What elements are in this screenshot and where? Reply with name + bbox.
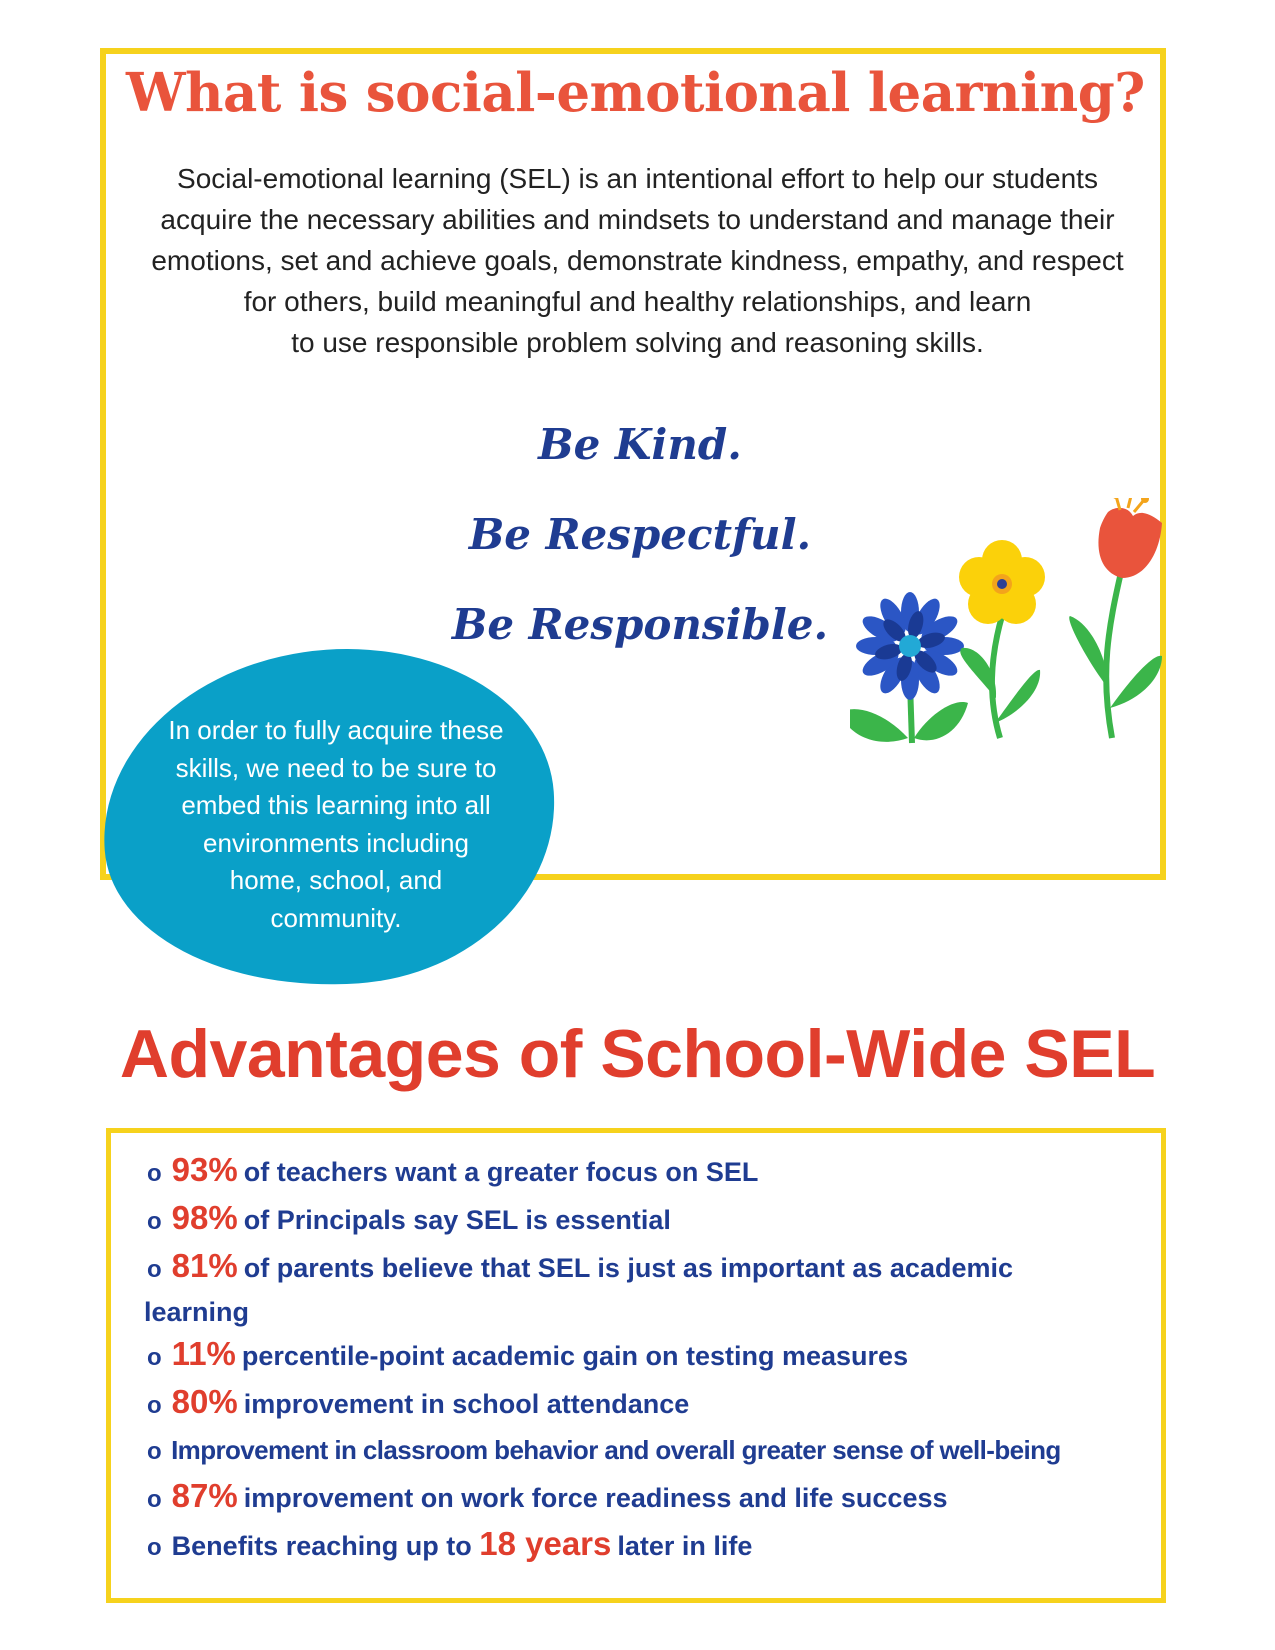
stat-value: 98% [171,1199,238,1236]
list-item [147,1428,1157,1474]
intro-line: emotions, set and achieve goals, demonstrate kindness, empathy, and respect [151,245,1124,276]
intro-paragraph [130,158,1145,363]
stat-text: of parents believe that SEL is just as important as academic [243,1253,1013,1283]
list-item [147,1522,1157,1570]
list-item [147,1380,1157,1428]
stat-value: 87% [171,1477,238,1514]
motto-be-responsible: Be Responsible. [451,600,829,649]
stat-text-prefix: Benefits reaching up to [171,1531,472,1561]
intro-line: for others, build meaningful and healthy relationships, and learn [243,286,1032,317]
stat-value: 11% [171,1335,236,1372]
intro-line: to use responsible problem solving and reasoning skills. [291,327,984,358]
bullet: o [147,1208,162,1235]
list-item [147,1332,1157,1380]
stat-value: 81% [171,1247,238,1284]
stat-text: improvement on work force readiness and life success [243,1483,948,1513]
stat-text-continued: learning [144,1297,250,1327]
stat-text: of teachers want a greater focus on SEL [243,1157,759,1187]
blue-flower-icon [850,592,968,743]
motto-be-respectful: Be Respectful. [468,510,812,559]
bullet: o [147,1486,162,1513]
stat-text: percentile-point academic gain on testing measures [241,1341,909,1371]
stat-value: 80% [171,1383,238,1420]
stat-value: 93% [171,1151,238,1188]
callout-line: home, school, and [229,865,443,895]
bullet: o [147,1534,162,1561]
yellow-flower-icon [959,540,1045,738]
callout-text [120,712,552,937]
callout-line: In order to fully acquire these [168,715,504,745]
motto-be-kind: Be Kind. [538,420,742,469]
red-tulip-icon [1069,498,1162,738]
stat-text: Improvement in classroom behavior and overall greater sense of well-being [171,1435,1061,1465]
bullet: o [147,1392,162,1419]
bullet: o [147,1438,162,1465]
stat-text: improvement in school attendance [243,1389,690,1419]
stat-text: of Principals say SEL is essential [243,1205,671,1235]
callout-line: skills, we need to be sure to [175,752,497,783]
bullet: o [147,1344,162,1371]
bullet: o [147,1256,162,1283]
callout-line: embed this learning into all [181,790,491,820]
stat-text: later in life [617,1531,753,1561]
bullet: o [147,1160,162,1187]
callout-line: community. [270,902,402,933]
flowers-illustration [850,498,1230,788]
intro-line: Social-emotional learning (SEL) is an intentional effort to help our students [177,163,1098,194]
callout-line: environments including [203,827,469,858]
stat-value: 18 years [479,1525,612,1562]
page-title: What is social-emotional learning? [126,62,1145,124]
advantages-list [144,1148,1157,1570]
list-item [144,1244,1157,1332]
list-item [147,1148,1157,1196]
advantages-title: Advantages of School-Wide SEL [119,1016,1156,1092]
list-item [147,1474,1157,1522]
list-item [147,1196,1157,1244]
intro-line: acquire the necessary abilities and mindsets to understand and manage their [160,204,1115,235]
